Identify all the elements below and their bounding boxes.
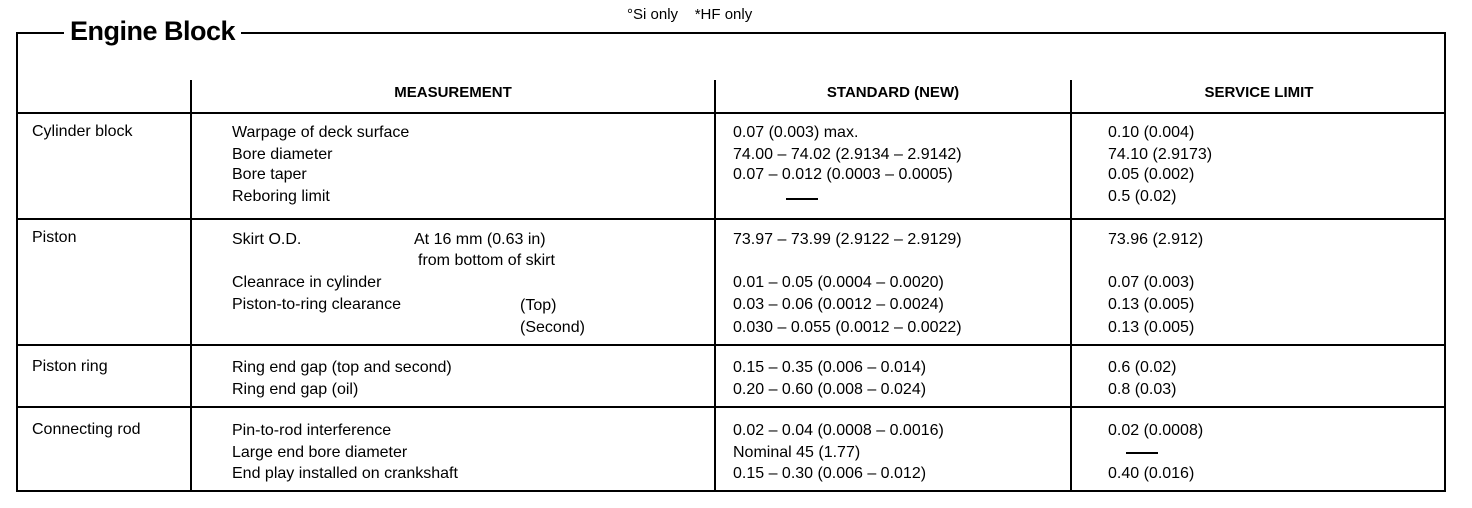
table-cell-measurement: Cleanrace in cylinder bbox=[232, 274, 382, 291]
table-cell-standard: 0.07 – 0.012 (0.0003 – 0.0005) bbox=[733, 166, 953, 183]
table-cell-standard: 0.15 – 0.35 (0.006 – 0.014) bbox=[733, 359, 927, 376]
header-measurement: MEASUREMENT bbox=[394, 84, 512, 101]
table-cell-standard: 0.02 – 0.04 (0.0008 – 0.0016) bbox=[733, 422, 944, 439]
table-cell-standard: 0.07 (0.003) max. bbox=[733, 124, 859, 141]
section-label-piston: Piston bbox=[32, 229, 77, 246]
table-frame bbox=[16, 32, 1446, 492]
table-cell-standard: 0.01 – 0.05 (0.0004 – 0.0020) bbox=[733, 274, 944, 291]
col-divider-3 bbox=[1070, 80, 1072, 492]
table-cell-measurement: Warpage of deck surface bbox=[232, 124, 410, 141]
col-divider-2 bbox=[714, 80, 716, 492]
section-rule-2 bbox=[16, 344, 1446, 346]
table-cell-service: 0.6 (0.02) bbox=[1108, 359, 1177, 376]
table-cell-measurement: Reboring limit bbox=[232, 188, 330, 205]
table-cell-measurement-sub: At 16 mm (0.63 in) bbox=[414, 231, 546, 248]
table-cell-service: 0.40 (0.016) bbox=[1108, 465, 1195, 482]
section-label-cylinder-block: Cylinder block bbox=[32, 123, 133, 140]
table-cell-service: 0.13 (0.005) bbox=[1108, 319, 1195, 336]
col-divider-1 bbox=[190, 80, 192, 492]
section-label-connecting-rod: Connecting rod bbox=[32, 421, 141, 438]
table-cell-service: 0.5 (0.02) bbox=[1108, 188, 1177, 205]
table-cell-measurement-sub: (Second) bbox=[520, 319, 585, 336]
standard-dash bbox=[786, 198, 818, 200]
header-rule bbox=[16, 112, 1446, 114]
table-cell-standard: 74.00 – 74.02 (2.9134 – 2.9142) bbox=[733, 146, 962, 163]
table-cell-standard: 73.97 – 73.99 (2.9122 – 2.9129) bbox=[733, 231, 962, 248]
table-cell-measurement: Ring end gap (top and second) bbox=[232, 359, 452, 376]
table-cell-measurement: Ring end gap (oil) bbox=[232, 381, 359, 398]
table-cell-measurement-sub: (Top) bbox=[520, 297, 557, 314]
service-dash bbox=[1126, 452, 1158, 454]
table-cell-standard: 0.20 – 0.60 (0.008 – 0.024) bbox=[733, 381, 927, 398]
table-cell-measurement-sub: from bottom of skirt bbox=[418, 252, 555, 269]
legend-note: °Si only *HF only bbox=[627, 6, 753, 23]
table-cell-measurement: Skirt O.D. bbox=[232, 231, 302, 248]
table-cell-standard: 0.15 – 0.30 (0.006 – 0.012) bbox=[733, 465, 927, 482]
table-cell-standard: 0.030 – 0.055 (0.0012 – 0.0022) bbox=[733, 319, 962, 336]
section-rule-1 bbox=[16, 218, 1446, 220]
page-title: Engine Block bbox=[64, 14, 241, 48]
table-cell-service: 73.96 (2.912) bbox=[1108, 231, 1204, 248]
table-cell-standard: Nominal 45 (1.77) bbox=[733, 444, 861, 461]
section-label-piston-ring: Piston ring bbox=[32, 358, 108, 375]
table-cell-service: 0.8 (0.03) bbox=[1108, 381, 1177, 398]
table-cell-measurement: End play installed on crankshaft bbox=[232, 465, 458, 482]
section-rule-3 bbox=[16, 406, 1446, 408]
table-cell-service: 0.13 (0.005) bbox=[1108, 296, 1195, 313]
table-cell-measurement: Bore diameter bbox=[232, 146, 333, 163]
table-cell-service: 0.10 (0.004) bbox=[1108, 124, 1195, 141]
table-cell-service: 74.10 (2.9173) bbox=[1108, 146, 1213, 163]
table-cell-standard: 0.03 – 0.06 (0.0012 – 0.0024) bbox=[733, 296, 944, 313]
table-cell-measurement: Piston-to-ring clearance bbox=[232, 296, 401, 313]
table-cell-measurement: Large end bore diameter bbox=[232, 444, 408, 461]
table-cell-measurement: Bore taper bbox=[232, 166, 307, 183]
table-cell-service: 0.02 (0.0008) bbox=[1108, 422, 1204, 439]
table-cell-service: 0.07 (0.003) bbox=[1108, 274, 1195, 291]
header-standard: STANDARD (NEW) bbox=[826, 84, 960, 101]
header-service-limit: SERVICE LIMIT bbox=[1204, 84, 1314, 101]
table-cell-measurement: Pin-to-rod interference bbox=[232, 422, 392, 439]
table-cell-service: 0.05 (0.002) bbox=[1108, 166, 1195, 183]
